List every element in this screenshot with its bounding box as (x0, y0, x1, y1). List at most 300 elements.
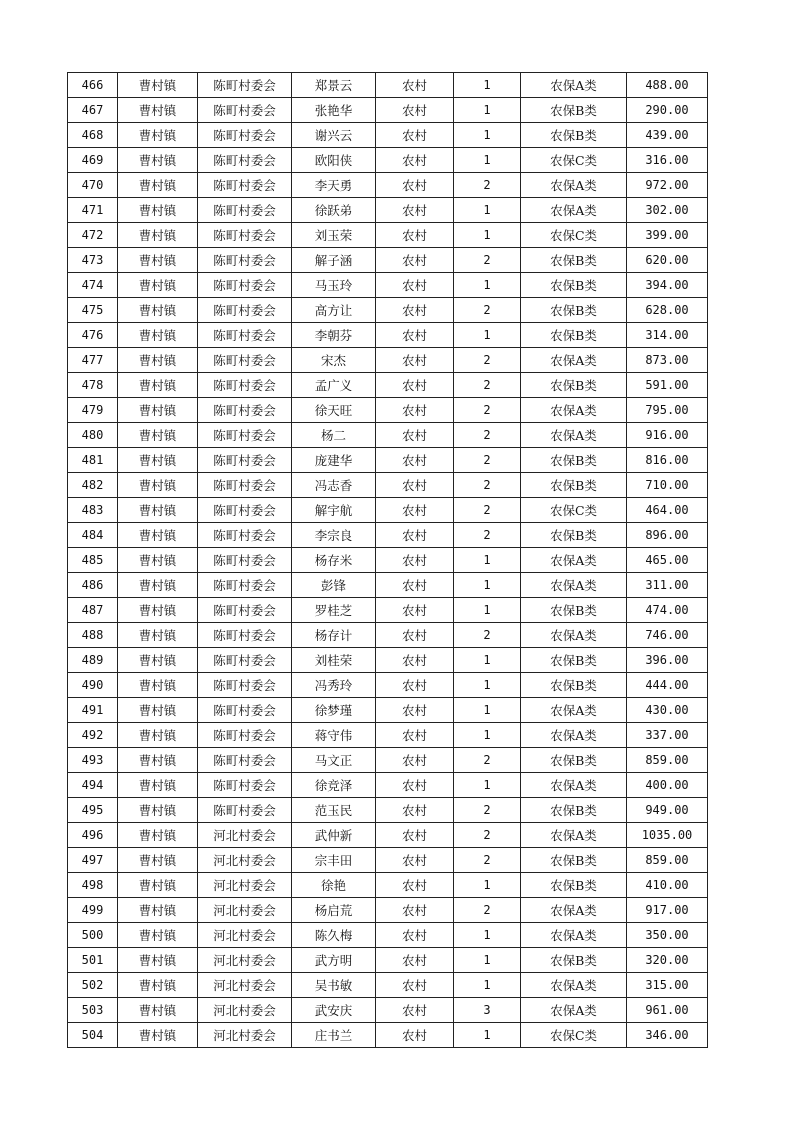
village-committee-cell: 陈町村委会 (198, 673, 292, 698)
town-cell: 曹村镇 (118, 523, 198, 548)
household-size-cell: 2 (454, 798, 521, 823)
insurance-class-cell: 农保B类 (521, 748, 627, 773)
amount-cell: 316.00 (627, 148, 708, 173)
table-row (68, 598, 708, 623)
amount-cell: 311.00 (627, 573, 708, 598)
village-committee-cell: 陈町村委会 (198, 373, 292, 398)
town-cell: 曹村镇 (118, 948, 198, 973)
insurance-class-cell: 农保A类 (521, 923, 627, 948)
town-cell: 曹村镇 (118, 623, 198, 648)
household-size-cell: 2 (454, 623, 521, 648)
area-type-cell: 农村 (376, 1023, 454, 1048)
row-number-cell: 495 (68, 798, 118, 823)
household-size-cell: 2 (454, 373, 521, 398)
amount-cell: 399.00 (627, 223, 708, 248)
insurance-class-cell: 农保B类 (521, 473, 627, 498)
insurance-class-cell: 农保B类 (521, 523, 627, 548)
household-size-cell: 2 (454, 248, 521, 273)
area-type-cell: 农村 (376, 723, 454, 748)
table-row (68, 273, 708, 298)
row-number-cell: 487 (68, 598, 118, 623)
person-name-cell: 罗桂芝 (292, 598, 376, 623)
person-name-cell: 徐竞泽 (292, 773, 376, 798)
person-name-cell: 马文正 (292, 748, 376, 773)
area-type-cell: 农村 (376, 423, 454, 448)
village-committee-cell: 陈町村委会 (198, 223, 292, 248)
row-number-cell: 482 (68, 473, 118, 498)
amount-cell: 337.00 (627, 723, 708, 748)
household-size-cell: 2 (454, 348, 521, 373)
insurance-class-cell: 农保B类 (521, 598, 627, 623)
person-name-cell: 冯秀玲 (292, 673, 376, 698)
town-cell: 曹村镇 (118, 723, 198, 748)
area-type-cell: 农村 (376, 848, 454, 873)
town-cell: 曹村镇 (118, 423, 198, 448)
household-size-cell: 1 (454, 673, 521, 698)
person-name-cell: 武安庆 (292, 998, 376, 1023)
row-number-cell: 498 (68, 873, 118, 898)
insurance-class-cell: 农保A类 (521, 173, 627, 198)
insurance-class-cell: 农保A类 (521, 198, 627, 223)
insurance-class-cell: 农保A类 (521, 573, 627, 598)
village-committee-cell: 河北村委会 (198, 823, 292, 848)
area-type-cell: 农村 (376, 823, 454, 848)
village-committee-cell: 河北村委会 (198, 923, 292, 948)
insurance-class-cell: 农保C类 (521, 498, 627, 523)
table-row (68, 973, 708, 998)
area-type-cell: 农村 (376, 548, 454, 573)
town-cell: 曹村镇 (118, 448, 198, 473)
row-number-cell: 466 (68, 73, 118, 98)
row-number-cell: 493 (68, 748, 118, 773)
table-row (68, 473, 708, 498)
village-committee-cell: 河北村委会 (198, 973, 292, 998)
village-committee-cell: 陈町村委会 (198, 98, 292, 123)
insurance-class-cell: 农保B类 (521, 323, 627, 348)
insurance-class-cell: 农保B类 (521, 648, 627, 673)
person-name-cell: 彭锋 (292, 573, 376, 598)
town-cell: 曹村镇 (118, 798, 198, 823)
area-type-cell: 农村 (376, 573, 454, 598)
town-cell: 曹村镇 (118, 123, 198, 148)
household-size-cell: 1 (454, 548, 521, 573)
village-committee-cell: 陈町村委会 (198, 248, 292, 273)
town-cell: 曹村镇 (118, 173, 198, 198)
row-number-cell: 469 (68, 148, 118, 173)
town-cell: 曹村镇 (118, 898, 198, 923)
household-size-cell: 2 (454, 448, 521, 473)
amount-cell: 410.00 (627, 873, 708, 898)
household-size-cell: 1 (454, 198, 521, 223)
row-number-cell: 467 (68, 98, 118, 123)
person-name-cell: 武仲新 (292, 823, 376, 848)
amount-cell: 710.00 (627, 473, 708, 498)
household-size-cell: 1 (454, 723, 521, 748)
row-number-cell: 472 (68, 223, 118, 248)
area-type-cell: 农村 (376, 973, 454, 998)
insurance-class-cell: 农保A类 (521, 898, 627, 923)
area-type-cell: 农村 (376, 473, 454, 498)
village-committee-cell: 陈町村委会 (198, 598, 292, 623)
amount-cell: 620.00 (627, 248, 708, 273)
insurance-class-cell: 农保A类 (521, 398, 627, 423)
row-number-cell: 476 (68, 323, 118, 348)
town-cell: 曹村镇 (118, 98, 198, 123)
village-committee-cell: 陈町村委会 (198, 323, 292, 348)
household-size-cell: 1 (454, 923, 521, 948)
town-cell: 曹村镇 (118, 598, 198, 623)
table-row (68, 1023, 708, 1048)
table-row (68, 998, 708, 1023)
household-size-cell: 3 (454, 998, 521, 1023)
area-type-cell: 农村 (376, 648, 454, 673)
area-type-cell: 农村 (376, 598, 454, 623)
area-type-cell: 农村 (376, 898, 454, 923)
amount-cell: 315.00 (627, 973, 708, 998)
row-number-cell: 489 (68, 648, 118, 673)
household-size-cell: 2 (454, 498, 521, 523)
household-size-cell: 2 (454, 823, 521, 848)
amount-cell: 444.00 (627, 673, 708, 698)
village-committee-cell: 陈町村委会 (198, 348, 292, 373)
table-row (68, 148, 708, 173)
insurance-class-cell: 农保B类 (521, 448, 627, 473)
town-cell: 曹村镇 (118, 398, 198, 423)
amount-cell: 795.00 (627, 398, 708, 423)
household-size-cell: 2 (454, 748, 521, 773)
row-number-cell: 475 (68, 298, 118, 323)
person-name-cell: 杨存米 (292, 548, 376, 573)
insurance-class-cell: 农保A类 (521, 348, 627, 373)
household-size-cell: 1 (454, 323, 521, 348)
village-committee-cell: 陈町村委会 (198, 198, 292, 223)
household-size-cell: 1 (454, 648, 521, 673)
insurance-class-cell: 农保A类 (521, 823, 627, 848)
person-name-cell: 张艳华 (292, 98, 376, 123)
town-cell: 曹村镇 (118, 673, 198, 698)
village-committee-cell: 陈町村委会 (198, 173, 292, 198)
insurance-class-cell: 农保B类 (521, 298, 627, 323)
household-size-cell: 1 (454, 698, 521, 723)
amount-cell: 896.00 (627, 523, 708, 548)
table-row (68, 298, 708, 323)
table-row (68, 73, 708, 98)
row-number-cell: 486 (68, 573, 118, 598)
area-type-cell: 农村 (376, 798, 454, 823)
table-row (68, 223, 708, 248)
village-committee-cell: 河北村委会 (198, 873, 292, 898)
area-type-cell: 农村 (376, 748, 454, 773)
person-name-cell: 李朝芬 (292, 323, 376, 348)
table-row (68, 723, 708, 748)
area-type-cell: 农村 (376, 698, 454, 723)
town-cell: 曹村镇 (118, 1023, 198, 1048)
row-number-cell: 483 (68, 498, 118, 523)
village-committee-cell: 陈町村委会 (198, 298, 292, 323)
town-cell: 曹村镇 (118, 148, 198, 173)
amount-cell: 302.00 (627, 198, 708, 223)
person-name-cell: 解宇航 (292, 498, 376, 523)
table-row (68, 623, 708, 648)
insurance-class-cell: 农保A类 (521, 973, 627, 998)
row-number-cell: 485 (68, 548, 118, 573)
row-number-cell: 468 (68, 123, 118, 148)
table-row (68, 898, 708, 923)
area-type-cell: 农村 (376, 223, 454, 248)
row-number-cell: 473 (68, 248, 118, 273)
village-committee-cell: 陈町村委会 (198, 398, 292, 423)
village-committee-cell: 陈町村委会 (198, 698, 292, 723)
amount-cell: 430.00 (627, 698, 708, 723)
person-name-cell: 马玉玲 (292, 273, 376, 298)
table-row (68, 423, 708, 448)
person-name-cell: 宋杰 (292, 348, 376, 373)
household-size-cell: 1 (454, 598, 521, 623)
row-number-cell: 497 (68, 848, 118, 873)
amount-cell: 439.00 (627, 123, 708, 148)
person-name-cell: 谢兴云 (292, 123, 376, 148)
amount-cell: 873.00 (627, 348, 708, 373)
row-number-cell: 480 (68, 423, 118, 448)
person-name-cell: 郑景云 (292, 73, 376, 98)
area-type-cell: 农村 (376, 248, 454, 273)
amount-cell: 350.00 (627, 923, 708, 948)
amount-cell: 628.00 (627, 298, 708, 323)
household-size-cell: 1 (454, 773, 521, 798)
area-type-cell: 农村 (376, 373, 454, 398)
person-name-cell: 高方让 (292, 298, 376, 323)
area-type-cell: 农村 (376, 923, 454, 948)
town-cell: 曹村镇 (118, 548, 198, 573)
table-row (68, 823, 708, 848)
amount-cell: 394.00 (627, 273, 708, 298)
amount-cell: 465.00 (627, 548, 708, 573)
row-number-cell: 471 (68, 198, 118, 223)
table-row (68, 123, 708, 148)
insurance-class-cell: 农保B类 (521, 123, 627, 148)
town-cell: 曹村镇 (118, 473, 198, 498)
area-type-cell: 农村 (376, 148, 454, 173)
insurance-class-cell: 农保B类 (521, 373, 627, 398)
household-size-cell: 1 (454, 973, 521, 998)
town-cell: 曹村镇 (118, 573, 198, 598)
table-row (68, 873, 708, 898)
household-size-cell: 1 (454, 873, 521, 898)
area-type-cell: 农村 (376, 873, 454, 898)
table-row (68, 248, 708, 273)
person-name-cell: 欧阳侠 (292, 148, 376, 173)
person-name-cell: 庄书兰 (292, 1023, 376, 1048)
village-committee-cell: 陈町村委会 (198, 648, 292, 673)
row-number-cell: 474 (68, 273, 118, 298)
table-row (68, 198, 708, 223)
row-number-cell: 479 (68, 398, 118, 423)
area-type-cell: 农村 (376, 98, 454, 123)
village-committee-cell: 河北村委会 (198, 1023, 292, 1048)
person-name-cell: 庞建华 (292, 448, 376, 473)
area-type-cell: 农村 (376, 73, 454, 98)
area-type-cell: 农村 (376, 998, 454, 1023)
area-type-cell: 农村 (376, 198, 454, 223)
table-row (68, 948, 708, 973)
amount-cell: 488.00 (627, 73, 708, 98)
insurance-class-cell: 农保B类 (521, 873, 627, 898)
table-row (68, 673, 708, 698)
household-size-cell: 2 (454, 898, 521, 923)
village-committee-cell: 河北村委会 (198, 898, 292, 923)
village-committee-cell: 陈町村委会 (198, 723, 292, 748)
village-committee-cell: 陈町村委会 (198, 573, 292, 598)
relief-roster-table (67, 72, 708, 1048)
amount-cell: 949.00 (627, 798, 708, 823)
amount-cell: 314.00 (627, 323, 708, 348)
row-number-cell: 504 (68, 1023, 118, 1048)
amount-cell: 859.00 (627, 748, 708, 773)
table-row (68, 173, 708, 198)
amount-cell: 474.00 (627, 598, 708, 623)
area-type-cell: 农村 (376, 298, 454, 323)
person-name-cell: 冯志香 (292, 473, 376, 498)
person-name-cell: 刘桂荣 (292, 648, 376, 673)
town-cell: 曹村镇 (118, 498, 198, 523)
insurance-class-cell: 农保C类 (521, 148, 627, 173)
person-name-cell: 吴书敏 (292, 973, 376, 998)
person-name-cell: 陈久梅 (292, 923, 376, 948)
town-cell: 曹村镇 (118, 823, 198, 848)
town-cell: 曹村镇 (118, 223, 198, 248)
table-row (68, 373, 708, 398)
area-type-cell: 农村 (376, 948, 454, 973)
amount-cell: 591.00 (627, 373, 708, 398)
village-committee-cell: 陈町村委会 (198, 73, 292, 98)
area-type-cell: 农村 (376, 498, 454, 523)
insurance-class-cell: 农保B类 (521, 273, 627, 298)
area-type-cell: 农村 (376, 773, 454, 798)
village-committee-cell: 陈町村委会 (198, 148, 292, 173)
table-row (68, 798, 708, 823)
person-name-cell: 孟广义 (292, 373, 376, 398)
household-size-cell: 2 (454, 398, 521, 423)
village-committee-cell: 陈町村委会 (198, 123, 292, 148)
amount-cell: 916.00 (627, 423, 708, 448)
person-name-cell: 武方明 (292, 948, 376, 973)
village-committee-cell: 陈町村委会 (198, 423, 292, 448)
insurance-class-cell: 农保B类 (521, 798, 627, 823)
row-number-cell: 481 (68, 448, 118, 473)
person-name-cell: 杨存计 (292, 623, 376, 648)
area-type-cell: 农村 (376, 323, 454, 348)
person-name-cell: 范玉民 (292, 798, 376, 823)
amount-cell: 746.00 (627, 623, 708, 648)
insurance-class-cell: 农保A类 (521, 73, 627, 98)
village-committee-cell: 河北村委会 (198, 848, 292, 873)
person-name-cell: 徐梦瑾 (292, 698, 376, 723)
amount-cell: 464.00 (627, 498, 708, 523)
table-row (68, 648, 708, 673)
amount-cell: 972.00 (627, 173, 708, 198)
person-name-cell: 徐天旺 (292, 398, 376, 423)
household-size-cell: 1 (454, 123, 521, 148)
row-number-cell: 496 (68, 823, 118, 848)
town-cell: 曹村镇 (118, 348, 198, 373)
table-row (68, 923, 708, 948)
insurance-class-cell: 农保A类 (521, 423, 627, 448)
household-size-cell: 2 (454, 523, 521, 548)
household-size-cell: 2 (454, 473, 521, 498)
person-name-cell: 杨二 (292, 423, 376, 448)
row-number-cell: 491 (68, 698, 118, 723)
table-row (68, 523, 708, 548)
row-number-cell: 490 (68, 673, 118, 698)
town-cell: 曹村镇 (118, 73, 198, 98)
household-size-cell: 1 (454, 98, 521, 123)
area-type-cell: 农村 (376, 123, 454, 148)
household-size-cell: 1 (454, 948, 521, 973)
town-cell: 曹村镇 (118, 848, 198, 873)
village-committee-cell: 陈町村委会 (198, 523, 292, 548)
household-size-cell: 1 (454, 148, 521, 173)
household-size-cell: 1 (454, 223, 521, 248)
person-name-cell: 宗丰田 (292, 848, 376, 873)
row-number-cell: 470 (68, 173, 118, 198)
town-cell: 曹村镇 (118, 973, 198, 998)
village-committee-cell: 陈町村委会 (198, 273, 292, 298)
insurance-class-cell: 农保B类 (521, 673, 627, 698)
row-number-cell: 484 (68, 523, 118, 548)
area-type-cell: 农村 (376, 448, 454, 473)
town-cell: 曹村镇 (118, 373, 198, 398)
insurance-class-cell: 农保B类 (521, 848, 627, 873)
row-number-cell: 478 (68, 373, 118, 398)
area-type-cell: 农村 (376, 673, 454, 698)
household-size-cell: 1 (454, 273, 521, 298)
row-number-cell: 494 (68, 773, 118, 798)
household-size-cell: 2 (454, 848, 521, 873)
person-name-cell: 解子涵 (292, 248, 376, 273)
area-type-cell: 农村 (376, 398, 454, 423)
insurance-class-cell: 农保A类 (521, 548, 627, 573)
amount-cell: 859.00 (627, 848, 708, 873)
insurance-class-cell: 农保A类 (521, 773, 627, 798)
person-name-cell: 刘玉荣 (292, 223, 376, 248)
village-committee-cell: 陈町村委会 (198, 748, 292, 773)
town-cell: 曹村镇 (118, 923, 198, 948)
amount-cell: 320.00 (627, 948, 708, 973)
village-committee-cell: 陈町村委会 (198, 798, 292, 823)
table-row (68, 548, 708, 573)
amount-cell: 961.00 (627, 998, 708, 1023)
table-row (68, 848, 708, 873)
town-cell: 曹村镇 (118, 298, 198, 323)
town-cell: 曹村镇 (118, 648, 198, 673)
town-cell: 曹村镇 (118, 998, 198, 1023)
insurance-class-cell: 农保A类 (521, 998, 627, 1023)
town-cell: 曹村镇 (118, 248, 198, 273)
row-number-cell: 501 (68, 948, 118, 973)
table-row (68, 323, 708, 348)
village-committee-cell: 陈町村委会 (198, 498, 292, 523)
village-committee-cell: 陈町村委会 (198, 448, 292, 473)
person-name-cell: 蒋守伟 (292, 723, 376, 748)
insurance-class-cell: 农保B类 (521, 248, 627, 273)
town-cell: 曹村镇 (118, 873, 198, 898)
village-committee-cell: 陈町村委会 (198, 623, 292, 648)
town-cell: 曹村镇 (118, 698, 198, 723)
town-cell: 曹村镇 (118, 323, 198, 348)
household-size-cell: 1 (454, 573, 521, 598)
amount-cell: 917.00 (627, 898, 708, 923)
area-type-cell: 农村 (376, 273, 454, 298)
